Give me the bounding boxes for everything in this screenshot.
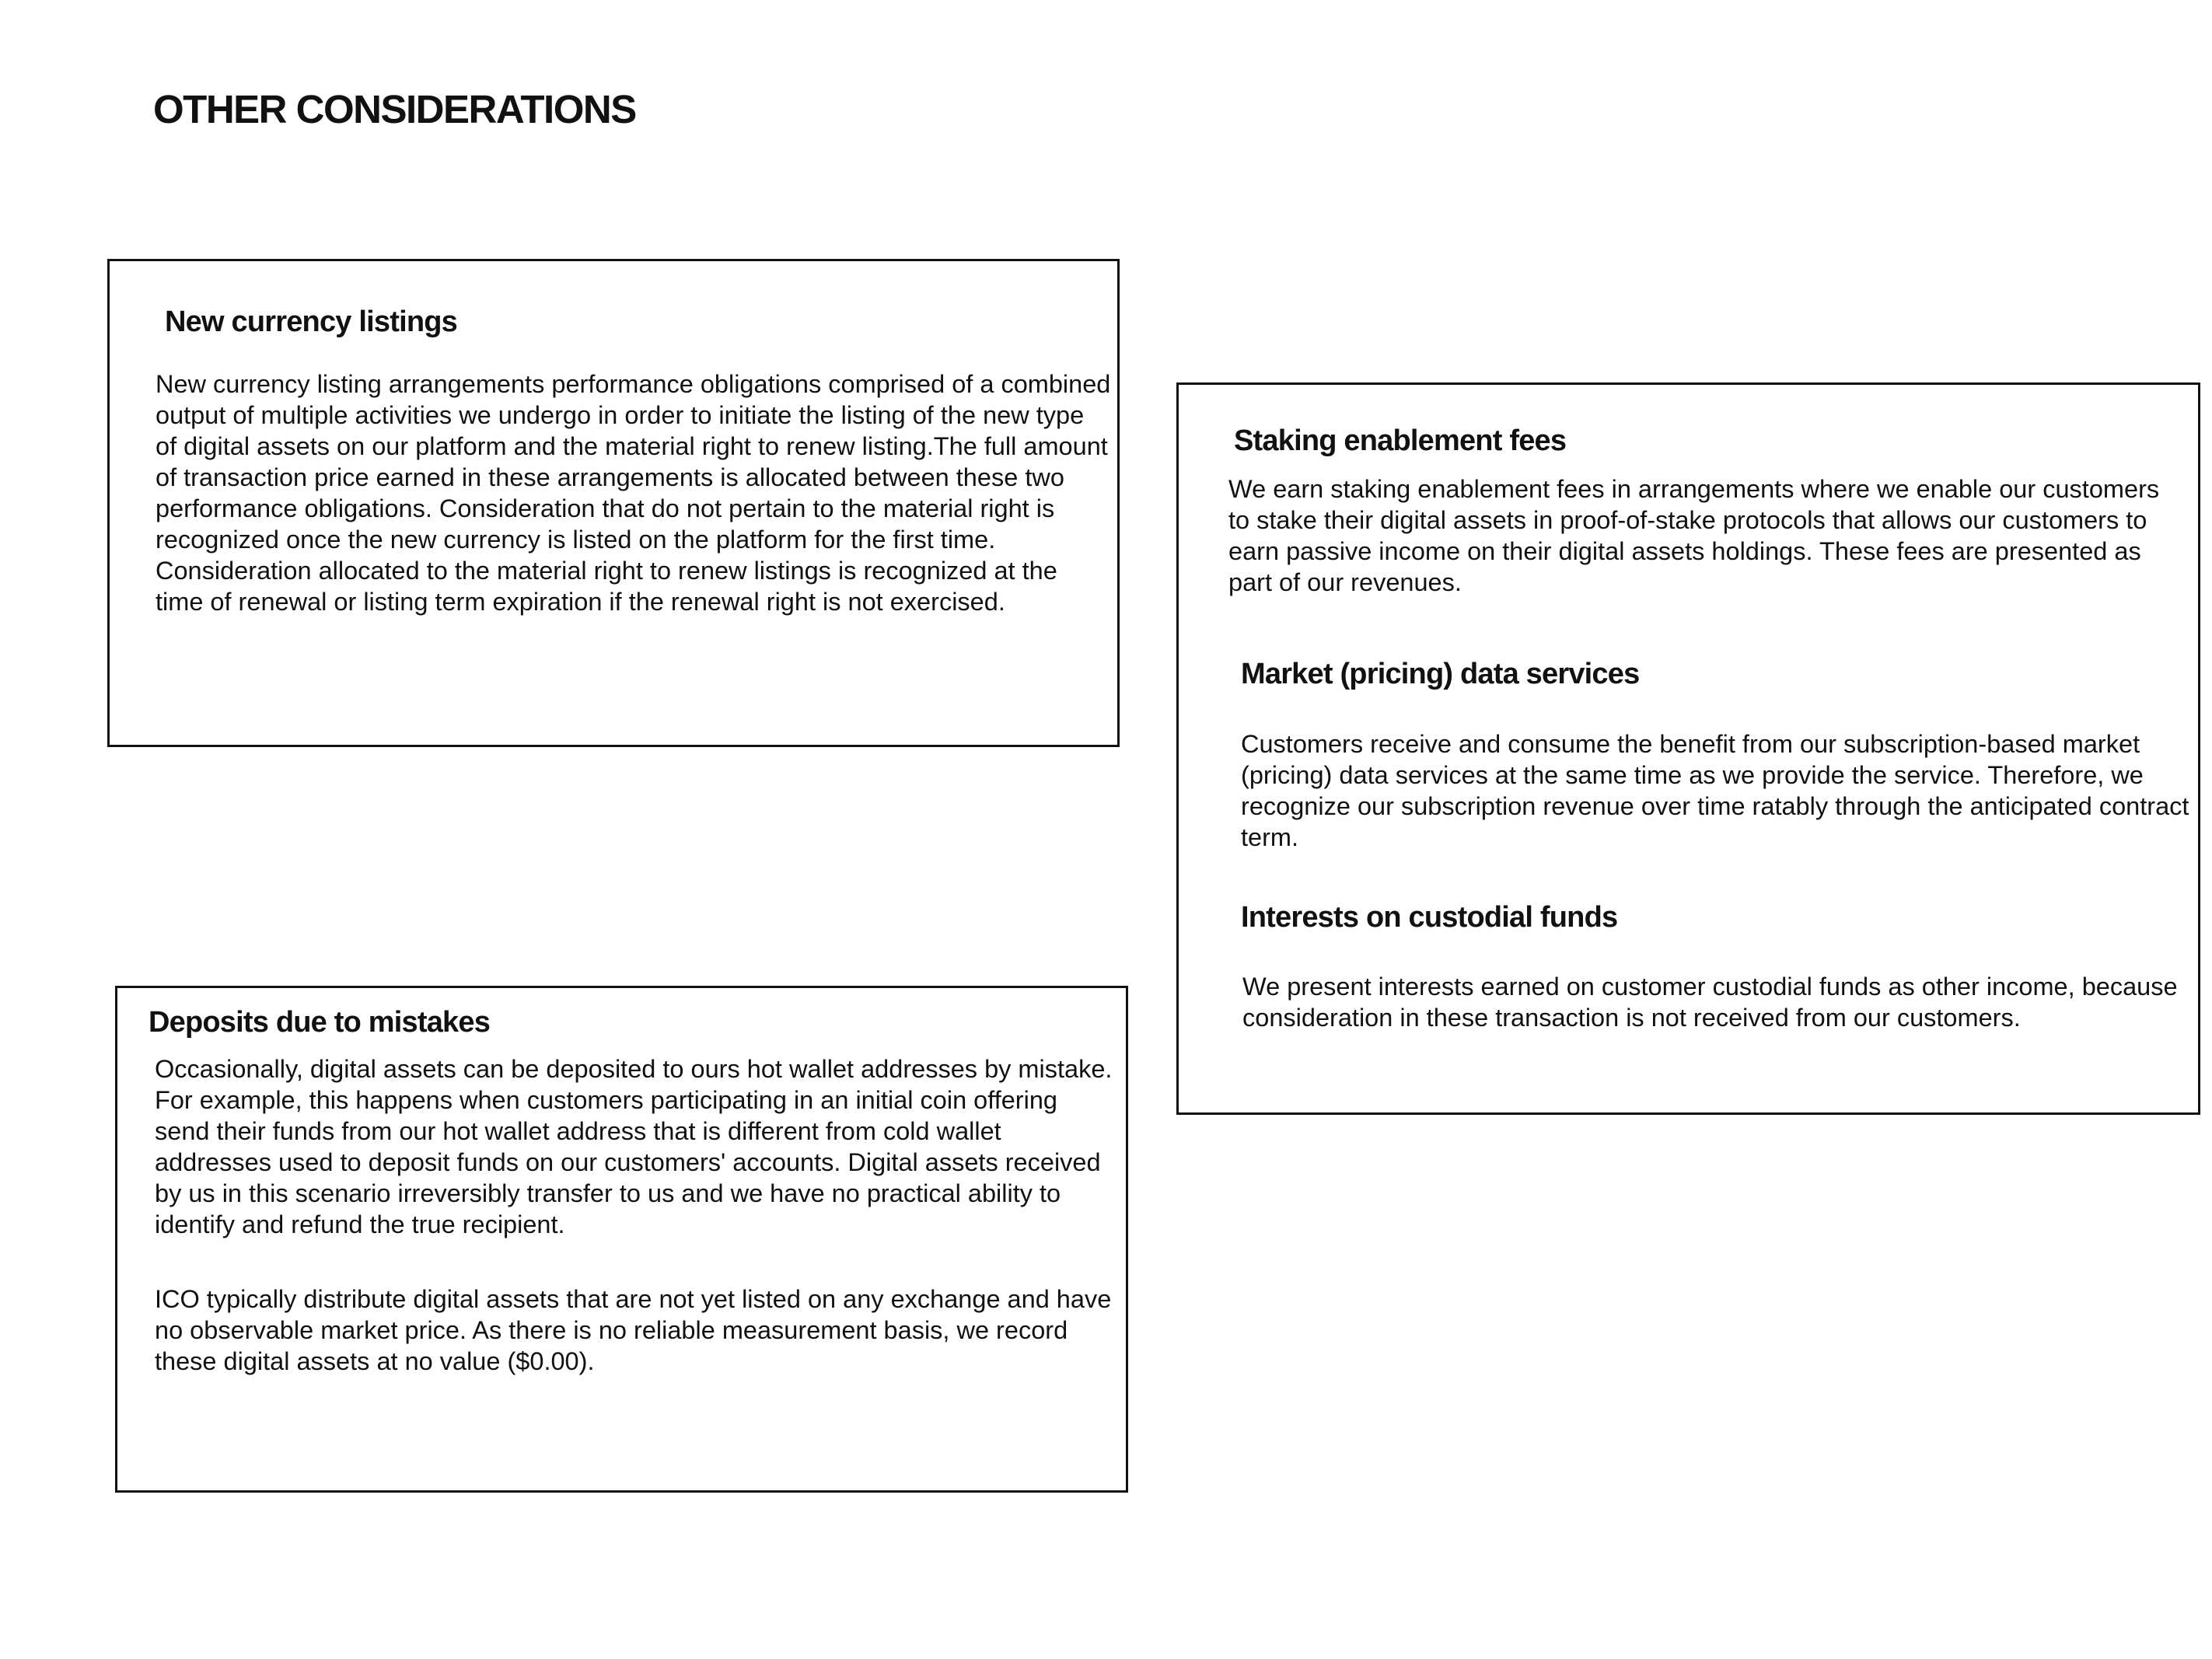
deposits-due-to-mistakes-card	[115, 986, 1128, 1493]
deposits-due-to-mistakes-title: Deposits due to mistakes	[149, 1006, 491, 1039]
market-data-services-body: Customers receive and consume the benefit from our subscription-based market (pricing) data services at the same time as we provide the service. Therefore, we recognize our subscription revenue over time ratably through the anticipated contract term.	[1241, 730, 2189, 851]
deposits-due-to-mistakes-paragraph-1: Occasionally, digital assets can be deposited to ours hot wallet addresses by mistake. For example, this happens when customers participating in an initial coin offering send their funds from our hot wallet address that is different from cold wallet addresses used to deposit funds on our customers' accounts. Digital assets received by us in this scenario irreversibly transfer to us and we have no practical ability to identify and refund the true recipient.	[155, 1055, 1113, 1238]
deposits-due-to-mistakes-paragraph-2: ICO typically distribute digital assets that are not yet listed on any exchange and have no observable market price. As there is no reliable measurement basis, we record these digital assets at no value ($0.00).	[155, 1285, 1112, 1375]
market-data-services-title: Market (pricing) data services	[1241, 658, 1640, 690]
staking-enablement-fees-title: Staking enablement fees	[1234, 424, 1567, 457]
new-currency-listings-card	[107, 259, 1120, 747]
page-title: OTHER CONSIDERATIONS	[153, 87, 636, 131]
interests-on-custodial-funds-title: Interests on custodial funds	[1241, 901, 1618, 934]
new-currency-listings-title: New currency listings	[165, 306, 458, 338]
revenue-considerations-card	[1176, 382, 2200, 1115]
interests-on-custodial-funds-body: We present interests earned on customer custodial funds as other income, because consideration in these transaction is not received from our customers.	[1242, 973, 2178, 1032]
staking-enablement-fees-body: We earn staking enablement fees in arrangements where we enable our customers to stake their digital assets in proof-of-stake protocols that allows our customers to earn passive income on their digital assets holdings. These fees are presented as part of our revenues.	[1228, 475, 2160, 596]
new-currency-listings-body: New currency listing arrangements performance obligations comprised of a combined output of multiple activities we undergo in order to initiate the listing of the new type of digital assets on our platform and the material right to renew listing.The full amount of transaction price earned in these arrangements is allocated between these two performance obligations. Consideration that do not pertain to the material right is recognized once the new currency is listed on the platform for the first time. Consideration allocated to the material right to renew listings is recognized at the time of renewal or listing term expiration if the renewal right is not exercised.	[156, 370, 1111, 616]
